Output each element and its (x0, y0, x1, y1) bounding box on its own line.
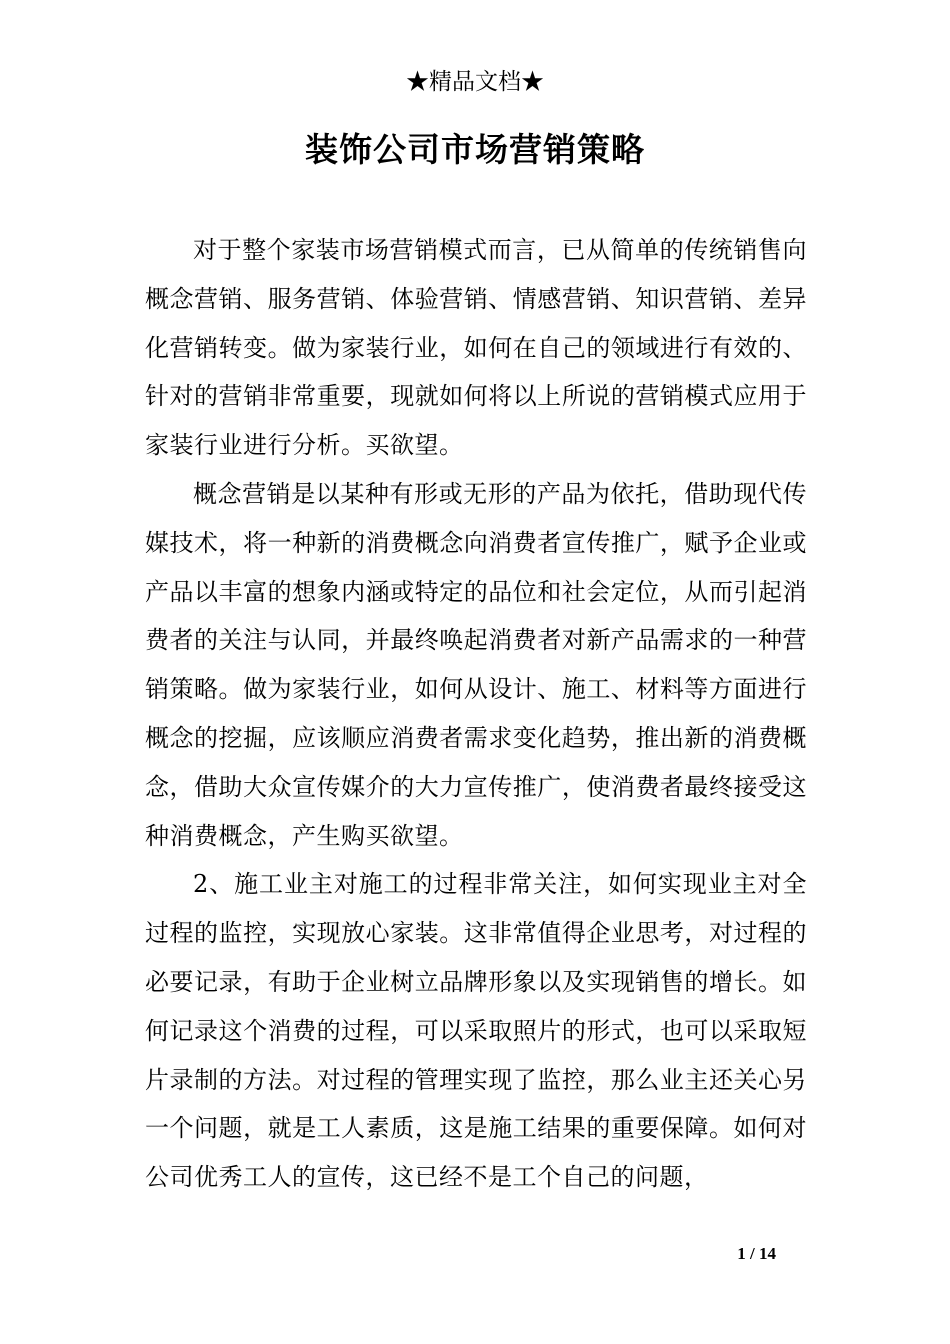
page-number: 1 / 14 (737, 1244, 776, 1263)
paragraph-concept-marketing: 概念营销是以某种有形或无形的产品为依托，借助现代传媒技术，将一种新的消费概念向消费者宣传推广，赋予企业或产品以丰富的想象内涵或特定的品位和社会定位，从而引起消费者的关注与认同，并最终唤起消费者对新产品需求的一种营销策略。做为家装行业，如何从设计、施工、材料等方面进行概念的挖掘，应该顺应消费者需求变化趋势，推出新的消费概念，借助大众宣传媒介的大力宣传推广，使消费者最终接受这种消费概念，产生购买欲望。 (145, 479, 807, 850)
paragraph-intro: 对于整个家装市场营销模式而言，已从简单的传统销售向概念营销、服务营销、体验营销、情感营销、知识营销、差异化营销转变。做为家装行业，如何在自己的领域进行有效的、针对的营销非常重要，现就如何将以上所说的营销模式应用于家装行业进行分析。买欲望。 (145, 236, 807, 460)
document-header: ★精品文档★ (406, 69, 544, 95)
document-body (145, 226, 807, 1202)
document-title: 装饰公司市场营销策略 (305, 130, 645, 169)
paragraph-construction: 2、施工业主对施工的过程非常关注，如何实现业主对全过程的监控，实现放心家装。这非常值得企业思考，对过程的必要记录，有助于企业树立品牌形象以及实现销售的增长。如何记录这个消费的过程，可以采取照片的形式，也可以采取短片录制的方法。对过程的管理实现了监控，那么业主还关心另一个问题，就是工人素质，这是施工结果的重要保障。如何对公司优秀工人的宣传，这已经不是工个自己的问题， (145, 870, 807, 1192)
